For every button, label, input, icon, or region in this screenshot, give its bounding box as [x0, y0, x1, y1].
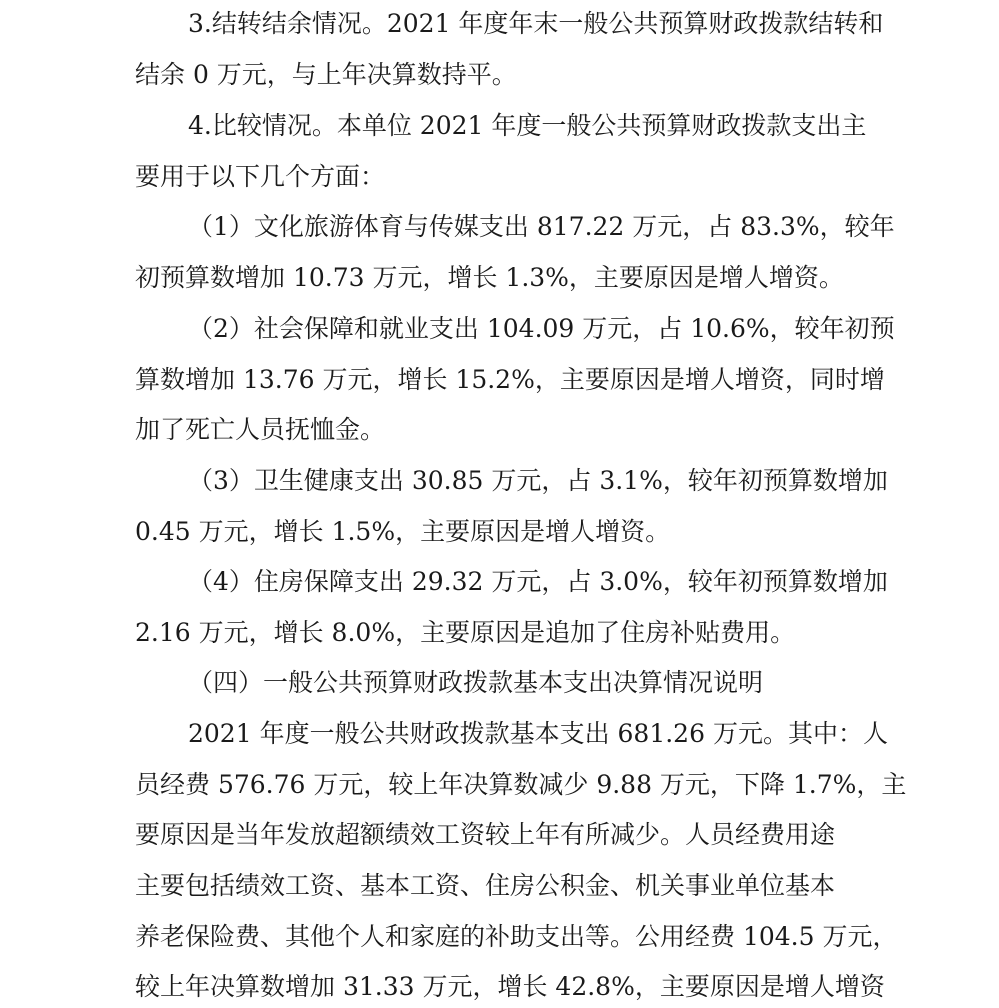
paragraph-line: （1）文化旅游体育与传媒支出 817.22 万元，占 83.3%，较年: [188, 212, 895, 241]
paragraph-line: 要原因是当年发放超额绩效工资较上年有所减少。人员经费用途: [135, 820, 836, 849]
paragraph-line: 4.比较情况。本单位 2021 年度一般公共预算财政拨款支出主: [188, 111, 867, 140]
paragraph-line: （3）卫生健康支出 30.85 万元，占 3.1%，较年初预算数增加: [188, 466, 888, 495]
paragraph-line: 结余 0 万元，与上年决算数持平。: [135, 60, 517, 89]
paragraph-line: （2）社会保障和就业支出 104.09 万元，占 10.6%，较年初预: [188, 314, 895, 343]
paragraph-line: 0.45 万元，增长 1.5%，主要原因是增人增资。: [135, 517, 671, 546]
paragraph-line: 算数增加 13.76 万元，增长 15.2%，主要原因是增人增资，同时增: [135, 365, 885, 394]
paragraph-line: 要用于以下几个方面：: [135, 162, 386, 191]
paragraph-line: （4）住房保障支出 29.32 万元，占 3.0%，较年初预算数增加: [188, 567, 888, 596]
paragraph-line: 养老保险费、其他个人和家庭的补助支出等。公用经费 104.5 万元，: [135, 922, 898, 951]
section-heading: （四）一般公共预算财政拨款基本支出决算情况说明: [188, 668, 764, 697]
paragraph-line: 初预算数增加 10.73 万元，增长 1.3%，主要原因是增人增资。: [135, 263, 844, 292]
paragraph-line: 员经费 576.76 万元，较上年决算数减少 9.88 万元，下降 1.7%，主: [135, 770, 907, 799]
paragraph-line: 2021 年度一般公共财政拨款基本支出 681.26 万元。其中：人: [188, 719, 888, 748]
paragraph-line: 2.16 万元，增长 8.0%，主要原因是追加了住房补贴费用。: [135, 618, 796, 647]
paragraph-line: 3.结转结余情况。2021 年度年末一般公共预算财政拨款结转和: [188, 9, 884, 38]
paragraph-line: 加了死亡人员抚恤金。: [135, 415, 386, 444]
paragraph-line: 主要包括绩效工资、基本工资、住房公积金、机关事业单位基本: [135, 871, 836, 900]
paragraph-line: 较上年决算数增加 31.33 万元，增长 42.8%，主要原因是增人增资: [135, 972, 885, 1001]
